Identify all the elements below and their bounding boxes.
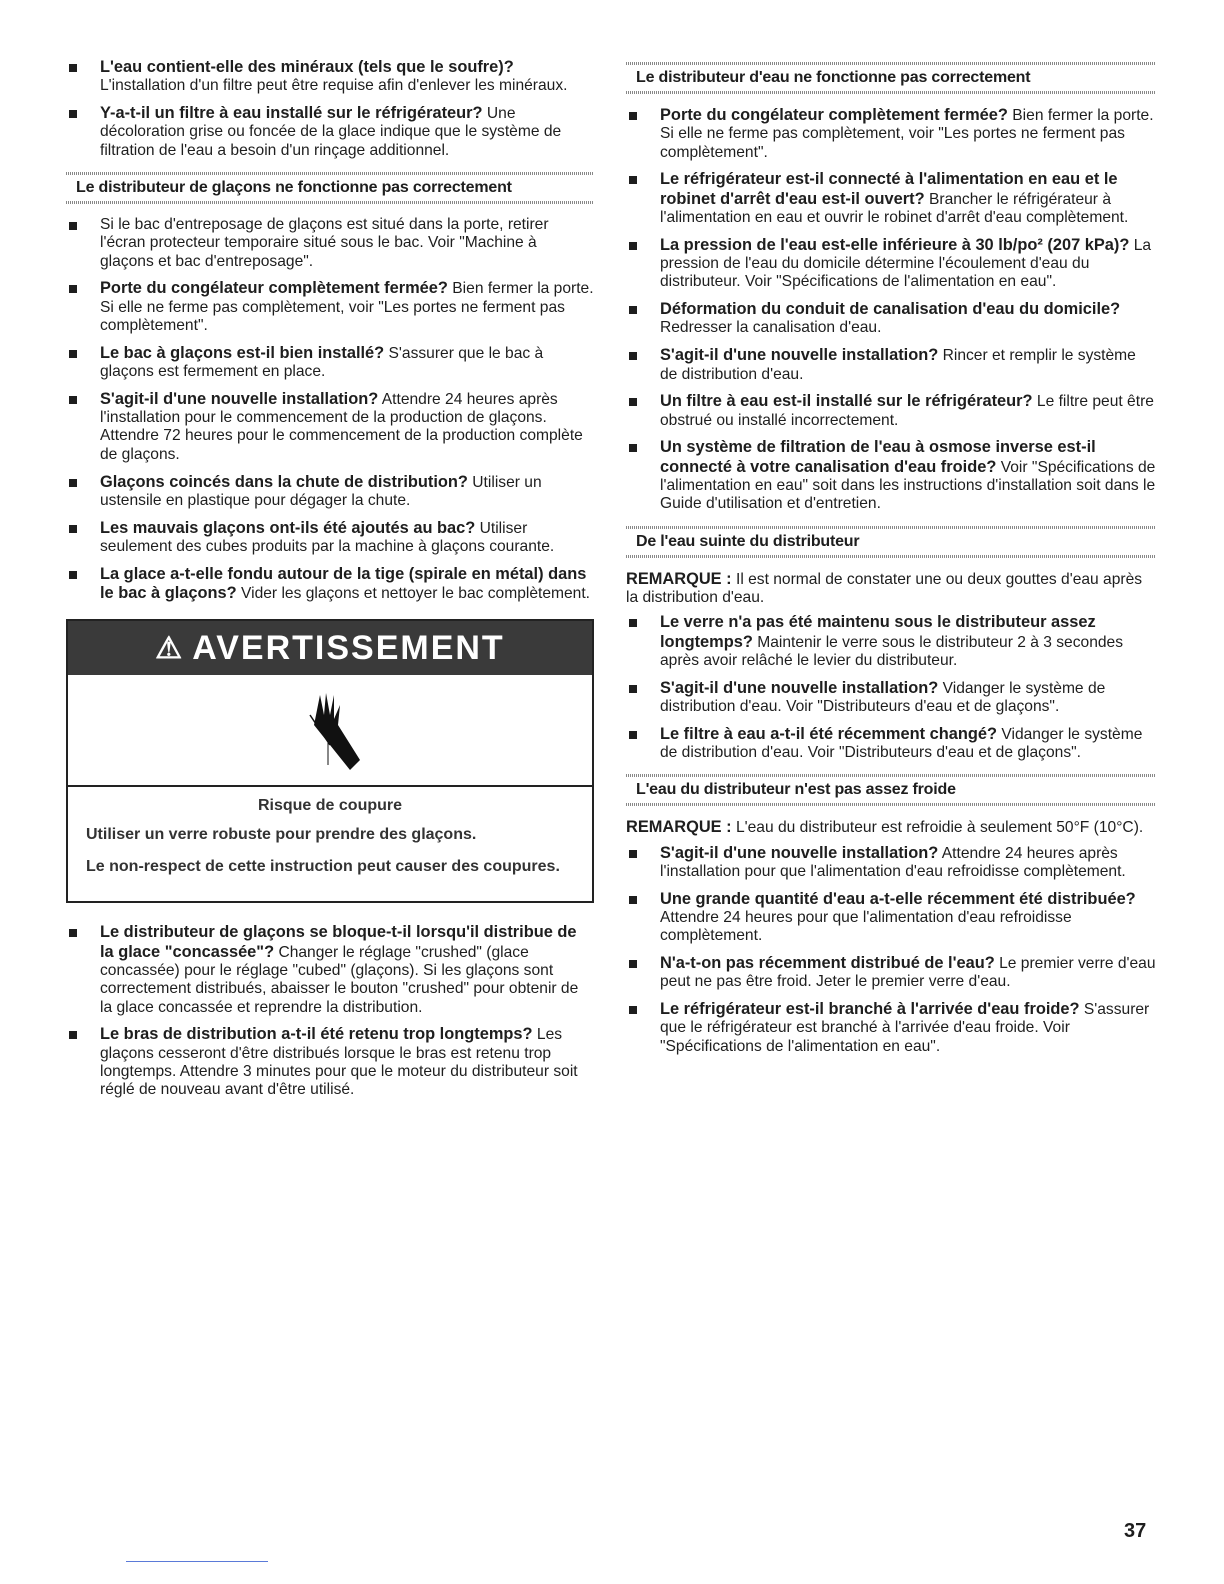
- list-item: Le réfrigérateur est-il branché à l'arrivée d'eau froide? S'assurer que le réfrigérateur est branché à l'arrivée d'eau froide. Voir "Spécifications de l'alimentation en eau".: [626, 1000, 1156, 1056]
- page-number: 37: [1124, 1520, 1147, 1542]
- list-item: Le verre n'a pas été maintenu sous le distributeur assez longtemps? Maintenir le verre sous le distributeur 2 à 3 secondes après avoir relâché le levier du distributeur.: [626, 613, 1156, 670]
- list-item: Y-a-t-il un filtre à eau installé sur le réfrigérateur? Une décoloration grise ou foncée de la glace indique que le système de filtration de l'eau a besoin d'un rinçage additionnel.: [66, 104, 594, 160]
- list-item: Le filtre à eau a-t-il été récemment changé? Vidanger le système de distribution d'eau. Voir "Distributeurs d'eau et de glaçons".: [626, 725, 1156, 763]
- list-item: Si le bac d'entreposage de glaçons est situé dans la porte, retirer l'écran protecteur temporaire situé sous le bac. Voir "Machine à glaçons et bac d'entreposage".: [66, 216, 594, 271]
- warning-line: Utiliser un verre robuste pour prendre des glaçons.: [86, 826, 477, 844]
- list-item: S'agit-il d'une nouvelle installation? Attendre 24 heures après l'installation pour le commencement de la production de glaçons. Attendre 72 heures pour le commencement de la production complète de glaçons.: [66, 390, 594, 464]
- note: REMARQUE : L'eau du distributeur est refroidie à seulement 50°F (10°C).: [626, 818, 1144, 837]
- list-item: N'a-t-on pas récemment distribué de l'eau? Le premier verre d'eau peut ne pas être froid. Jeter le premier verre d'eau.: [626, 954, 1156, 992]
- leak-list: [626, 613, 1156, 762]
- list-item: S'agit-il d'une nouvelle installation? Vidanger le système de distribution d'eau. Voir "Distributeurs d'eau et de glaçons".: [626, 679, 1156, 717]
- section-title: De l'eau suinte du distributeur: [636, 532, 860, 550]
- cut-hand-icon: [68, 675, 592, 787]
- warning-header: ⚠ AVERTISSEMENT: [68, 621, 592, 675]
- section-title: L'eau du distributeur n'est pas assez froide: [636, 781, 956, 799]
- list-item: Le bras de distribution a-t-il été retenu trop longtemps? Les glaçons cesseront d'être distribués lorsque le bras est retenu trop longtemps. Attendre 3 minutes pour que le moteur du distributeur soit réglé de nouveau avant d'être utilisé.: [66, 1025, 594, 1099]
- warning-triangle-icon: ⚠: [155, 631, 185, 665]
- note: REMARQUE : Il est normal de constater une ou deux gouttes d'eau après la distribution d'eau.: [626, 569, 1143, 606]
- list-item: L'eau contient-elle des minéraux (tels que le soufre)? L'installation d'un filtre peut être requise afin d'enlever les minéraux.: [66, 58, 594, 96]
- list-item: La glace a-t-elle fondu autour de la tige (spirale en métal) dans le bac à glaçons? Vider les glaçons et nettoyer le bac complètement.: [66, 565, 594, 604]
- section-title: Le distributeur de glaçons ne fonctionne pas correctement: [76, 178, 512, 196]
- list-item: Le réfrigérateur est-il connecté à l'alimentation en eau et le robinet d'arrêt d'eau est-il ouvert? Brancher le réfrigérateur à l'alimentation en eau et ouvrir le robinet d'arrêt d'eau complètement.: [626, 170, 1156, 227]
- section-heading: [626, 526, 1156, 558]
- list-item: S'agit-il d'une nouvelle installation? Rincer et remplir le système de distribution d'eau.: [626, 346, 1156, 384]
- section-heading: [626, 774, 1156, 806]
- list-item: Un système de filtration de l'eau à osmose inverse est-il connecté à votre canalisation d'eau froide? Voir "Spécifications de l'alimentation en eau" soit dans les instructions d'installation soit dans le Guide d'utilisation et d'entretien.: [626, 438, 1156, 513]
- list-item: Glaçons coincés dans la chute de distribution? Utiliser un ustensile en plastique pour dégager la chute.: [66, 473, 594, 511]
- list-item: Les mauvais glaçons ont-ils été ajoutés au bac? Utiliser seulement des cubes produits par la machine à glaçons courante.: [66, 519, 594, 557]
- cold-water-list: [626, 844, 1156, 1056]
- water-dispenser-list: [626, 106, 1156, 514]
- after-warning-list: [66, 923, 594, 1099]
- list-item: Déformation du conduit de canalisation d'eau du domicile? Redresser la canalisation d'eau.: [626, 300, 1156, 338]
- list-item: S'agit-il d'une nouvelle installation? Attendre 24 heures après l'installation pour que l'alimentation d'eau refroidisse complètement.: [626, 844, 1156, 882]
- list-item: Porte du congélateur complètement fermée? Bien fermer la porte. Si elle ne ferme pas complètement, voir "Les portes ne ferment pas complètement".: [66, 279, 594, 335]
- left-column: [66, 58, 594, 1108]
- section-heading: [66, 172, 594, 204]
- intro-list: [66, 58, 594, 160]
- list-item: Le bac à glaçons est-il bien installé? S'assurer que le bac à glaçons est fermement en place.: [66, 344, 594, 382]
- ice-dispenser-list: [66, 216, 594, 603]
- list-item: Un filtre à eau est-il installé sur le réfrigérateur? Le filtre peut être obstrué ou installé incorrectement.: [626, 392, 1156, 430]
- right-column: [626, 58, 1156, 1065]
- list-item: Une grande quantité d'eau a-t-elle récemment été distribuée? Attendre 24 heures pour que l'alimentation d'eau refroidisse complètement.: [626, 890, 1156, 946]
- list-item: La pression de l'eau est-elle inférieure à 30 lb/po² (207 kPa)? La pression de l'eau du domicile détermine l'écoulement d'eau du distributeur. Voir "Spécifications de l'alimentation en eau".: [626, 236, 1156, 292]
- list-item: Le distributeur de glaçons se bloque-t-il lorsqu'il distribue de la glace "concassée"? Changer le réglage "crushed" (glace concassée) pour le réglage "cubed" (glaçons). Si les glaçons sont correctement distribués, abaisser le bouton "crushed" pour obtenir de la glace concassée et reprendre la distribution.: [66, 923, 594, 1016]
- list-item: Porte du congélateur complètement fermée? Bien fermer la porte. Si elle ne ferme pas complètement, voir "Les portes ne ferment pas complètement".: [626, 106, 1156, 162]
- warning-line: Le non-respect de cette instruction peut causer des coupures.: [86, 858, 560, 876]
- section-heading: [626, 62, 1156, 94]
- section-title: Le distributeur d'eau ne fonctionne pas correctement: [636, 69, 1031, 86]
- footer-rule: [126, 1561, 268, 1562]
- warning-box: [66, 619, 594, 903]
- warning-subtitle: Risque de coupure: [257, 797, 403, 815]
